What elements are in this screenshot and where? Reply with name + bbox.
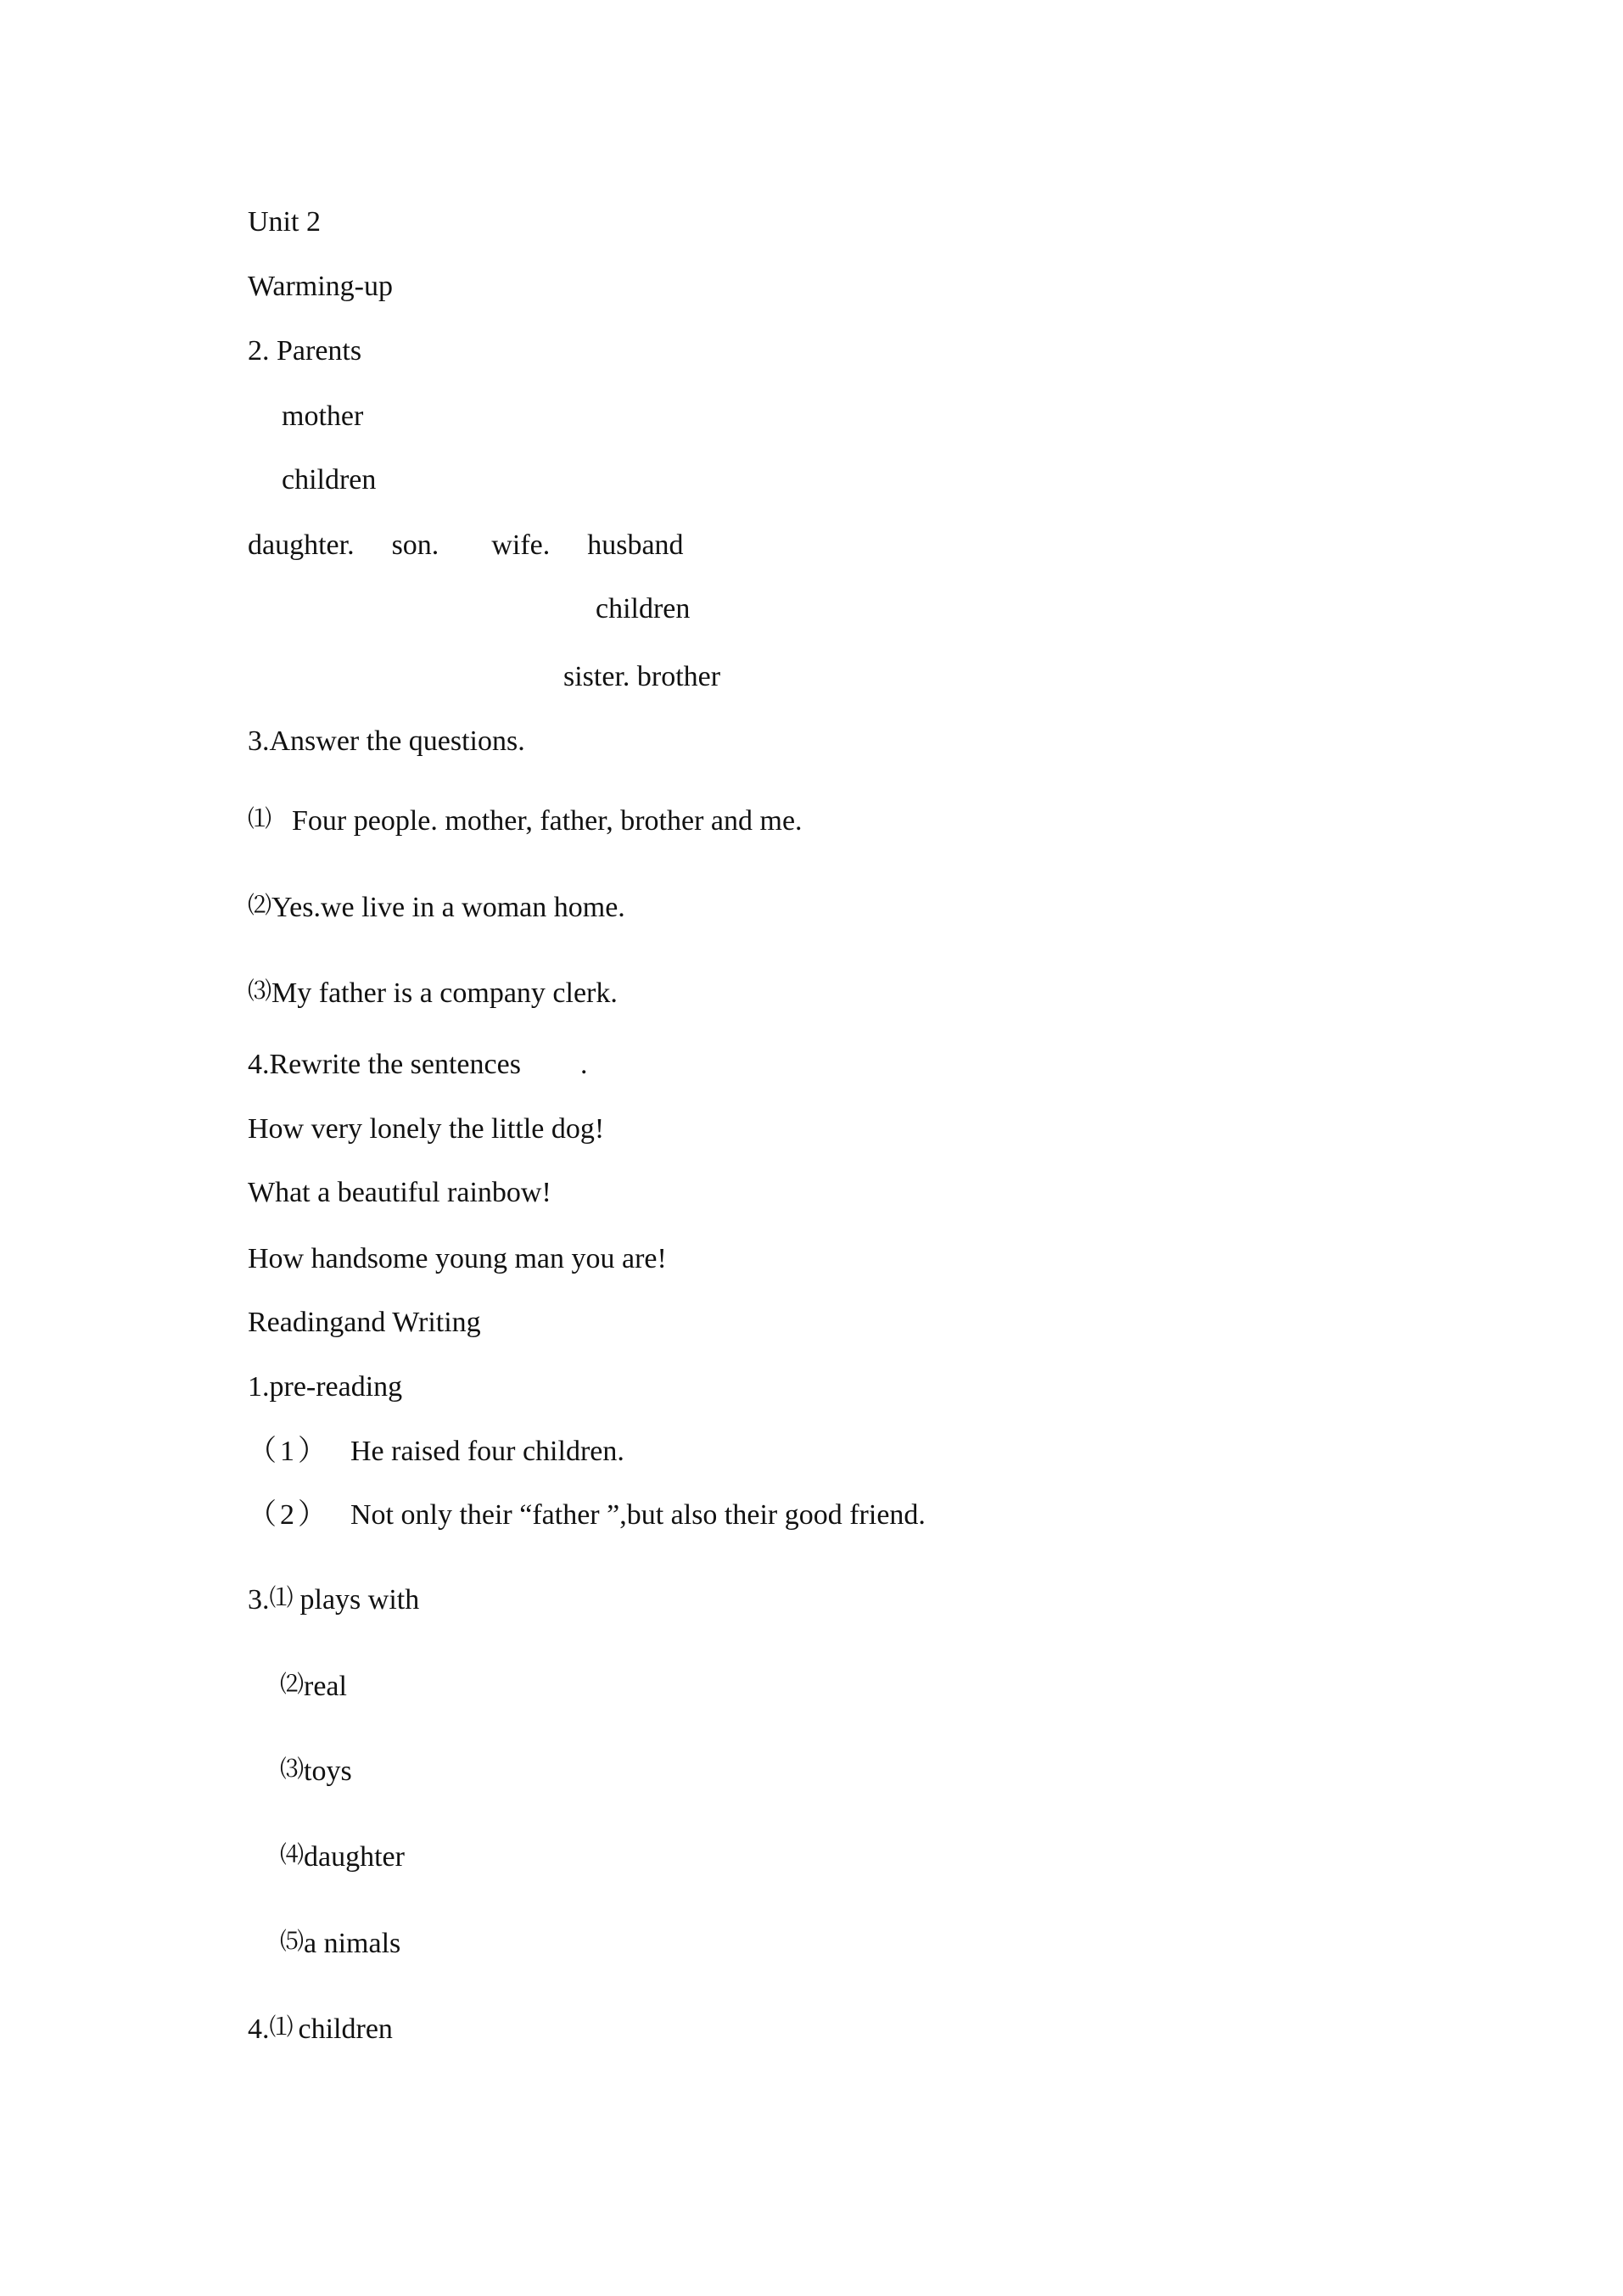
q3-answer-1: [248, 803, 803, 838]
pre-reading-item-2: [248, 1498, 926, 1532]
item-number: ⑶: [280, 1756, 305, 1783]
q4-sentence-3: How handsome young man you are!: [248, 1243, 667, 1274]
answer-number: ⑴: [248, 806, 272, 832]
item-text: children: [298, 2013, 393, 2045]
unit-title: Unit 2: [248, 206, 321, 238]
item-number: ⑷: [280, 1842, 305, 1868]
item-text: toys: [304, 1756, 352, 1787]
q4-prefix: 4.: [248, 2013, 270, 2045]
q3-reading-item-5: [280, 1925, 400, 1961]
item-text: real: [304, 1671, 347, 1702]
q3-reading-item-2: [280, 1668, 347, 1704]
q4-reading-item-1: [248, 2011, 393, 2047]
item-number: （2）: [248, 1499, 330, 1531]
item-text: Not only their “father ”,but also their good friend.: [350, 1499, 926, 1531]
item-text: a nimals: [304, 1928, 401, 1959]
item-number: ⑵: [280, 1672, 305, 1698]
q2-siblings: sister. brother: [563, 661, 721, 692]
q3-reading-item-4: [280, 1839, 405, 1874]
item-number: ⑴: [269, 1585, 294, 1611]
q3-answer-2: [248, 889, 625, 925]
q3-answer-3: [248, 975, 618, 1011]
q2-sub-mother: mother: [282, 400, 364, 432]
q2-label: 2. Parents: [248, 335, 362, 367]
q3-prefix: 3.: [248, 1584, 270, 1616]
item-number: （1）: [248, 1436, 330, 1467]
answer-text: Yes.we live in a woman home.: [271, 892, 625, 923]
q2-sub-children: children: [282, 464, 377, 496]
answer-number: ⑶: [248, 978, 272, 1005]
item-text: plays with: [299, 1584, 420, 1616]
word-daughter: daughter.: [248, 529, 355, 561]
q3-reading-item-1: [248, 1582, 419, 1617]
q4-label-dot: .: [579, 1049, 588, 1080]
answer-number: ⑵: [248, 893, 272, 919]
item-text: He raised four children.: [350, 1436, 624, 1467]
q3-reading-item-3: [280, 1753, 352, 1789]
q4-label: [248, 1048, 587, 1082]
answer-text: Four people. mother, father, brother and me.: [292, 805, 803, 837]
word-wife: wife.: [491, 529, 551, 561]
q2-family-row: [248, 529, 684, 563]
pre-reading-label: 1.pre-reading: [248, 1371, 403, 1403]
q2-children-center: children: [596, 593, 691, 624]
item-number: ⑸: [280, 1929, 305, 1955]
item-text: daughter: [304, 1841, 405, 1873]
word-husband: husband: [587, 529, 684, 561]
q4-sentence-1: How very lonely the little dog!: [248, 1113, 605, 1145]
answer-text: My father is a company clerk.: [271, 977, 618, 1009]
reading-writing-heading: Readingand Writing: [248, 1307, 481, 1338]
word-son: son.: [391, 529, 439, 561]
pre-reading-item-1: [248, 1435, 624, 1469]
item-number: ⑴: [269, 2014, 294, 2041]
warming-up-heading: Warming-up: [248, 271, 393, 302]
q3-label: 3.Answer the questions.: [248, 725, 525, 757]
q4-label-text: 4.Rewrite the sentences: [248, 1049, 521, 1080]
q4-sentence-2: What a beautiful rainbow!: [248, 1177, 551, 1208]
